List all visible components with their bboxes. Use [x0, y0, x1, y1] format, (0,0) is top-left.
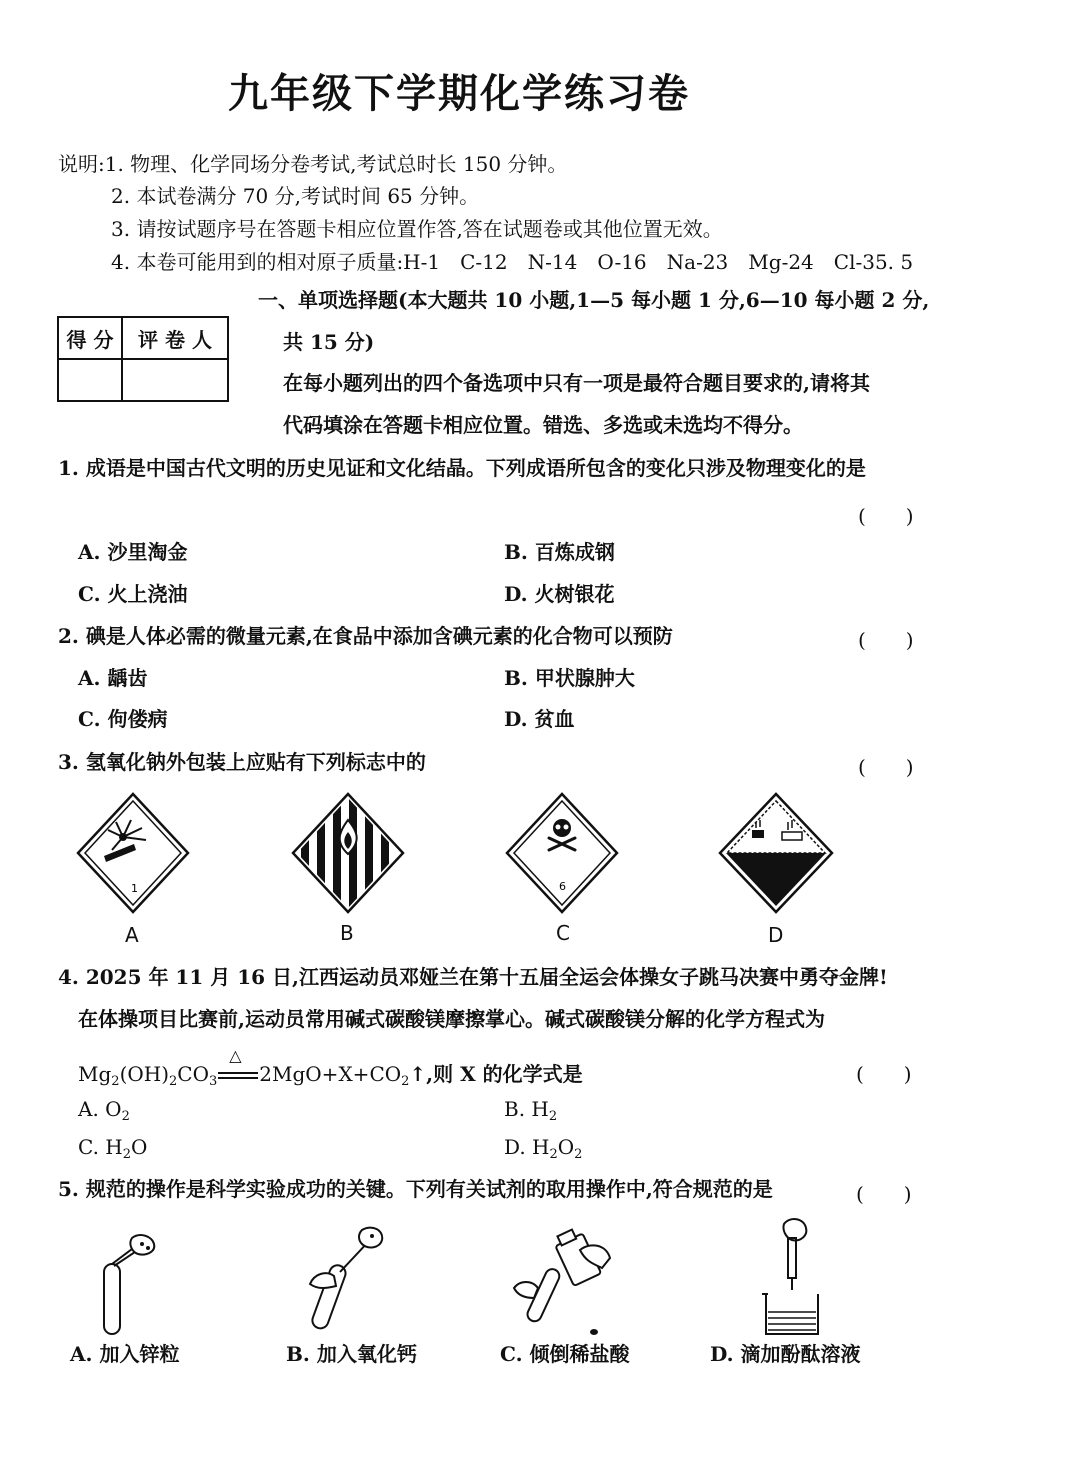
q4-c-text: C. H: [78, 1135, 123, 1159]
q1-option-c[interactable]: C. 火上浇油: [78, 582, 188, 606]
q2-option-b[interactable]: B. 甲状腺肿大: [504, 666, 635, 690]
q1-option-a[interactable]: A. 沙里淘金: [78, 540, 188, 564]
delta-symbol: △: [229, 1046, 242, 1065]
q4-c-text2: O: [131, 1135, 148, 1159]
eq-sub-2: 2: [111, 1074, 120, 1089]
eq-tail: ↑,则 X 的化学式是: [409, 1062, 583, 1086]
q3-label-d: D: [768, 923, 784, 947]
q2-answer-paren[interactable]: ( ): [858, 628, 914, 652]
q5-answer-paren[interactable]: ( ): [856, 1182, 912, 1206]
note-3: 3. 请按试题序号在答题卡相应位置作答,答在试题卷或其他位置无效。: [111, 217, 723, 241]
score-table: [57, 316, 229, 402]
page-title: 九年级下学期化学练习卷: [228, 71, 690, 117]
grader-cell[interactable]: [122, 359, 228, 401]
grader-header: 评 卷 人: [122, 317, 228, 359]
q4-d-sub1: 2: [549, 1147, 558, 1162]
score-cell[interactable]: [58, 359, 122, 401]
note-2: 2. 本试卷满分 70 分,考试时间 65 分钟。: [111, 184, 480, 208]
q4-stem-2: 在体操项目比赛前,运动员常用碱式碳酸镁摩擦掌心。碱式碳酸镁分解的化学方程式为: [78, 1007, 825, 1031]
q4-b-sub: 2: [548, 1109, 558, 1124]
q4-d-text: D. H: [504, 1135, 550, 1159]
q4-option-d[interactable]: [504, 1135, 582, 1162]
q4-option-c[interactable]: [78, 1135, 147, 1162]
q5-option-a[interactable]: A. 加入锌粒: [70, 1342, 180, 1366]
eq-co: CO: [177, 1062, 209, 1086]
eq-mg: Mg: [78, 1062, 112, 1086]
eq-sub-2c: 2: [401, 1074, 410, 1089]
pouring-acid-illustration-icon[interactable]: [510, 1228, 620, 1340]
heat-arrow: [217, 1046, 259, 1086]
q4-b-text: B. H: [504, 1097, 549, 1121]
q5-stem: 5. 规范的操作是科学实验成功的关键。下列有关试剂的取用操作中,符合规范的是: [58, 1177, 773, 1201]
q4-c-sub: 2: [122, 1147, 132, 1162]
q4-d-text2: O: [557, 1135, 575, 1159]
q1-option-b[interactable]: B. 百炼成钢: [504, 540, 615, 564]
q2-option-d[interactable]: D. 贫血: [504, 707, 575, 731]
q1-answer-paren[interactable]: ( ): [858, 504, 914, 528]
q1-stem: 1. 成语是中国古代文明的历史见证和文化结晶。下列成语所包含的变化只涉及物理变化的是: [58, 456, 866, 480]
toxic-sign-icon[interactable]: [505, 792, 619, 914]
section-instruction: 在每小题列出的四个备选项中只有一项是最符合题目要求的,请将其: [283, 371, 870, 395]
q2-stem: 2. 碘是人体必需的微量元素,在食品中添加含碘元素的化合物可以预防: [58, 624, 673, 648]
q4-stem-1: 4. 2025 年 11 月 16 日,江西运动员邓娅兰在第十五届全运会体操女子跳马决赛中勇夺金牌!: [58, 965, 888, 989]
eq-sub-3: 3: [209, 1074, 218, 1089]
section-heading: 一、单项选择题(本大题共 10 小题,1—5 每小题 1 分,6—10 每小题 2 分,: [258, 288, 930, 312]
q5-option-b[interactable]: B. 加入氧化钙: [286, 1342, 417, 1366]
section-heading-2: 共 15 分): [283, 330, 375, 354]
flammable-solid-sign-icon[interactable]: [291, 792, 405, 914]
q4-equation: [78, 1046, 583, 1089]
q3-label-a: A: [125, 923, 139, 947]
q1-option-d[interactable]: D. 火树银花: [504, 582, 615, 606]
note-4: 4. 本卷可能用到的相对原子质量:H-1 C-12 N-14 O-16 Na-23 Mg-24 Cl-35. 5: [111, 250, 914, 274]
q2-option-a[interactable]: A. 龋齿: [78, 666, 148, 690]
q4-answer-paren[interactable]: ( ): [856, 1062, 912, 1086]
eq-sub-2b: 2: [169, 1074, 178, 1089]
q4-d-sub2: 2: [574, 1147, 583, 1162]
note-1: 说明:1. 物理、化学同场分卷考试,考试总时长 150 分钟。: [58, 152, 568, 176]
corrosive-sign-icon[interactable]: [718, 792, 834, 914]
zinc-addition-illustration-icon[interactable]: [96, 1228, 168, 1340]
q4-a-text: A. O: [78, 1097, 122, 1121]
q5-option-d[interactable]: D. 滴加酚酞溶液: [710, 1342, 861, 1366]
section-instruction-2: 代码填涂在答题卡相应位置。错选、多选或未选均不得分。: [283, 413, 803, 437]
q4-option-a[interactable]: [78, 1097, 130, 1124]
q5-option-c[interactable]: C. 倾倒稀盐酸: [500, 1342, 630, 1366]
q2-option-c[interactable]: C. 佝偻病: [78, 707, 168, 731]
q3-label-c: C: [556, 921, 570, 945]
eq-products: 2MgO+X+CO: [259, 1062, 402, 1086]
score-header: 得 分: [58, 317, 122, 359]
eq-oh: (OH): [119, 1062, 170, 1086]
calcium-oxide-illustration-icon[interactable]: [300, 1224, 400, 1340]
equals-bar: [218, 1072, 258, 1079]
q3-label-b: B: [340, 921, 354, 945]
q3-answer-paren[interactable]: ( ): [858, 755, 914, 779]
dropper-illustration-icon[interactable]: [758, 1216, 828, 1340]
q3-stem: 3. 氢氧化钠外包装上应贴有下列标志中的: [58, 750, 426, 774]
explosive-sign-icon[interactable]: [76, 792, 190, 914]
q4-a-sub: 2: [121, 1109, 130, 1124]
sign-a-number: 1: [131, 882, 138, 895]
q4-option-b[interactable]: [504, 1097, 557, 1124]
sign-c-number: 6: [559, 880, 566, 893]
